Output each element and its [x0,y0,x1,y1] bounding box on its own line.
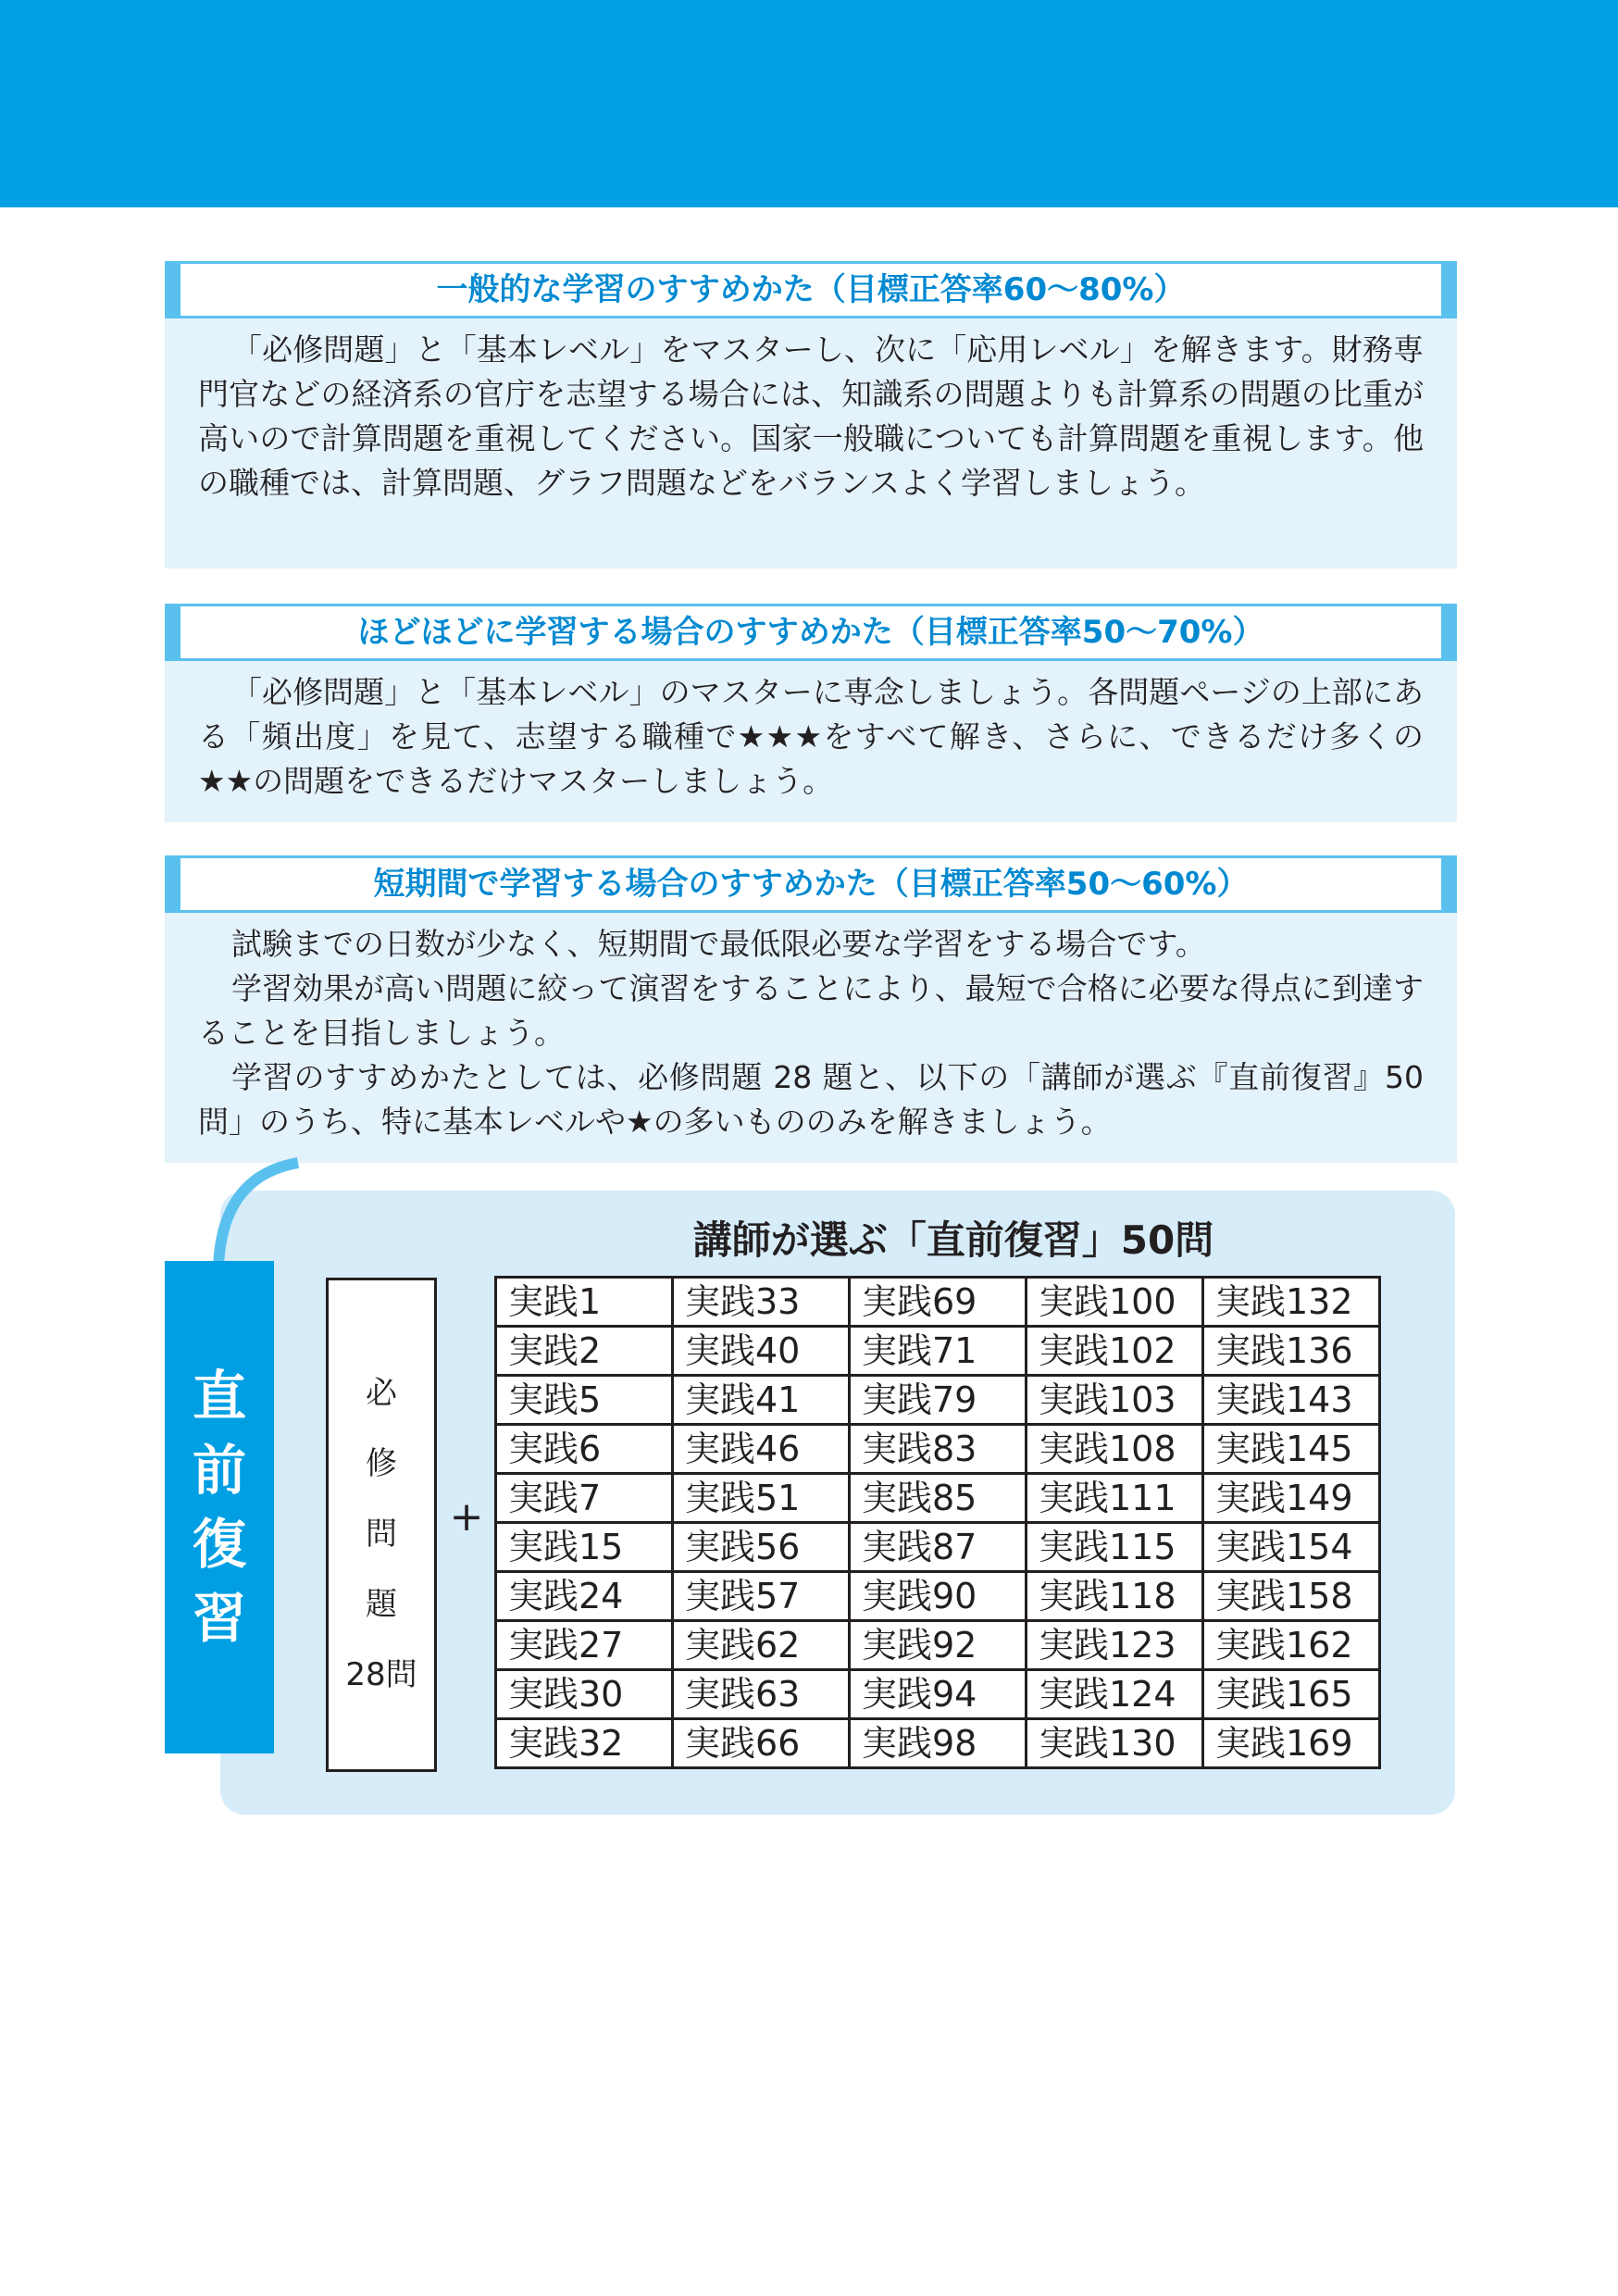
table-row [496,1719,1380,1768]
decorative-curve [209,1157,302,1268]
paragraph: 学習のすすめかたとしては、必修問題 28 題と、以下の「講師が選ぶ『直前復習』50 問」のうち、特に基本レベルや★の多いもののみを解きましょう。 [198,1059,1424,1140]
section-heading [165,261,1457,318]
table-cell: 実践63 [673,1670,850,1719]
table-cell: 実践79 [850,1376,1027,1425]
table-row [496,1572,1380,1621]
table-cell: 実践40 [673,1327,850,1376]
side-label-char: 習 [192,1587,246,1650]
section-title: ほどほどに学習する場合のすすめかた（目標正答率50～70%） [357,614,1264,651]
paragraph: 「必修問題」と「基本レベル」のマスターに専念しましょう。各問題ページの上部にある「頻出度」を見て、志望する職種で★★★をすべて解き、さらに、できるだけ多くの★★の問題をできるだけマスターしましょう。 [198,674,1424,799]
paragraph: 試験までの日数が少なく、短期間で最低限必要な学習をする場合です。 [231,926,1206,962]
table-cell: 実践51 [673,1474,850,1523]
table-cell: 実践30 [496,1670,673,1719]
review-list-title: 講師が選ぶ「直前復習」50問 [692,1217,1214,1263]
required-char: 題 [366,1586,397,1623]
section-heading [165,604,1457,661]
required-char: 必 [366,1375,397,1412]
plus-sign: + [449,1493,484,1541]
table-cell: 実践66 [673,1719,850,1768]
side-label-char: 前 [192,1439,246,1502]
table-row [496,1425,1380,1474]
table-cell: 実践2 [496,1327,673,1376]
table-cell: 実践33 [673,1278,850,1327]
table-cell: 実践102 [1027,1327,1203,1376]
table-cell: 実践41 [673,1376,850,1425]
table-row [496,1278,1380,1327]
side-label-char: 直 [192,1365,246,1428]
table-cell: 実践90 [850,1572,1027,1621]
table-cell: 実践154 [1203,1523,1380,1572]
section-body [165,913,1457,1163]
table-cell: 実践5 [496,1376,673,1425]
required-problems-box [326,1278,437,1772]
paragraph: 学習効果が高い問題に絞って演習をすることにより、最短で合格に必要な得点に到達することを目指しましょう。 [198,970,1424,1051]
paragraph: 「必修問題」と「基本レベル」をマスターし、次に「応用レベル」を解きます。財務専門官などの経済系の官庁を志望する場合には、知識系の問題よりも計算系の問題の比重が高いので計算問題を重視してください。国家一般職についても計算問題を重視します。他の職種では、計算問題、グラフ問題などをバランスよく学習しましょう。 [198,331,1424,501]
table-cell: 実践123 [1027,1621,1203,1670]
table-cell: 実践83 [850,1425,1027,1474]
section-body [165,661,1457,822]
table-cell: 実践149 [1203,1474,1380,1523]
table-cell: 実践136 [1203,1327,1380,1376]
table-cell: 実践100 [1027,1278,1203,1327]
table-cell: 実践143 [1203,1376,1380,1425]
table-cell: 実践57 [673,1572,850,1621]
section-title: 一般的な学習のすすめかた（目標正答率60～80%） [436,271,1186,308]
table-cell: 実践7 [496,1474,673,1523]
header-band [0,0,1618,207]
table-cell: 実践92 [850,1621,1027,1670]
table-cell: 実践118 [1027,1572,1203,1621]
table-row [496,1376,1380,1425]
practice-problem-table [494,1276,1381,1769]
table-cell: 実践115 [1027,1523,1203,1572]
table-cell: 実践130 [1027,1719,1203,1768]
table-cell: 実践162 [1203,1621,1380,1670]
table-cell: 実践132 [1203,1278,1380,1327]
table-row [496,1474,1380,1523]
table-cell: 実践98 [850,1719,1027,1768]
table-cell: 実践165 [1203,1670,1380,1719]
table-cell: 実践69 [850,1278,1027,1327]
table-cell: 実践62 [673,1621,850,1670]
review-side-tab [165,1261,274,1753]
table-cell: 実践15 [496,1523,673,1572]
table-cell: 実践1 [496,1278,673,1327]
required-count: 28問 [345,1656,417,1693]
table-cell: 実践56 [673,1523,850,1572]
table-row [496,1621,1380,1670]
table-cell: 実践111 [1027,1474,1203,1523]
table-cell: 実践94 [850,1670,1027,1719]
table-row [496,1523,1380,1572]
side-label-char: 復 [192,1513,246,1576]
table-cell: 実践46 [673,1425,850,1474]
table-cell: 実践85 [850,1474,1027,1523]
table-cell: 実践158 [1203,1572,1380,1621]
table-cell: 実践103 [1027,1376,1203,1425]
section-heading [165,855,1457,913]
required-char: 問 [366,1516,397,1553]
table-cell: 実践108 [1027,1425,1203,1474]
table-cell: 実践24 [496,1572,673,1621]
table-cell: 実践87 [850,1523,1027,1572]
table-cell: 実践6 [496,1425,673,1474]
table-row [496,1327,1380,1376]
table-cell: 実践145 [1203,1425,1380,1474]
table-cell: 実践124 [1027,1670,1203,1719]
table-cell: 実践71 [850,1327,1027,1376]
table-cell: 実践27 [496,1621,673,1670]
table-cell: 実践32 [496,1719,673,1768]
table-cell: 実践169 [1203,1719,1380,1768]
table-row [496,1670,1380,1719]
section-title: 短期間で学習する場合のすすめかた（目標正答率50～60%） [373,866,1249,903]
section-body [165,318,1457,568]
required-char: 修 [366,1445,397,1482]
